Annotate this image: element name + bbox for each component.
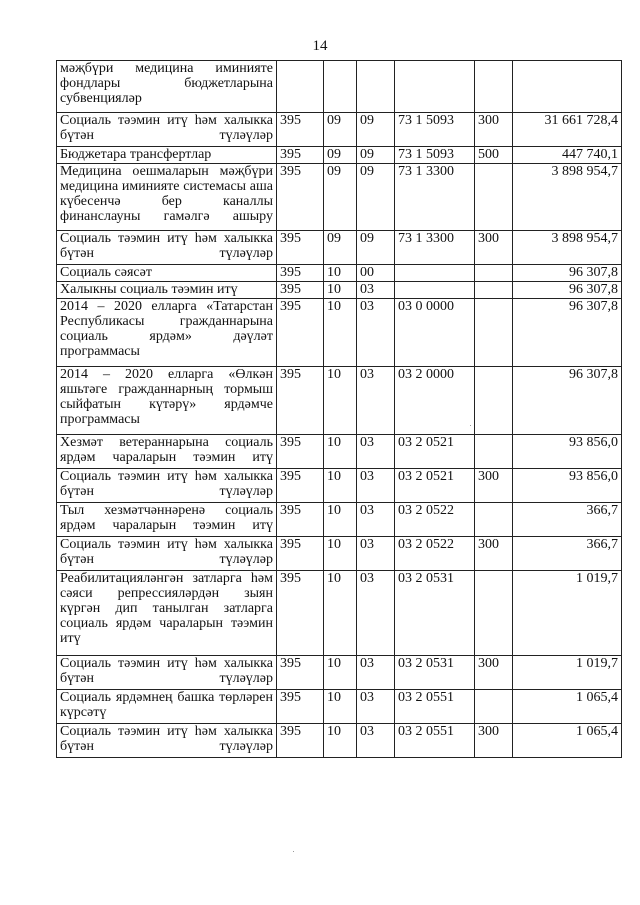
section-code: 10 (324, 656, 357, 690)
table-row (57, 537, 622, 571)
scan-speck (470, 425, 471, 426)
expense-type-code (475, 571, 513, 656)
line-item-name: Бюджетара трансфертлар (57, 147, 277, 164)
ministry-code: 395 (277, 113, 324, 147)
line-item-name: Социаль тәэмин итү һәм халыкка бүтән түләүләр (57, 724, 277, 758)
expense-type-code (475, 503, 513, 537)
expense-type-code (475, 690, 513, 724)
target-article-code: 03 0 0000 (395, 299, 475, 367)
ministry-code: 395 (277, 724, 324, 758)
target-article-code (395, 265, 475, 282)
section-code: 09 (324, 147, 357, 164)
target-article-code: 03 2 0551 (395, 724, 475, 758)
section-code: 10 (324, 503, 357, 537)
table-row (57, 690, 622, 724)
scan-speck (293, 851, 294, 852)
table-body (57, 61, 622, 758)
amount: 96 307,8 (513, 282, 622, 299)
ministry-code: 395 (277, 571, 324, 656)
subsection-code: 03 (357, 367, 395, 435)
target-article-code: 73 1 5093 (395, 113, 475, 147)
section-code: 10 (324, 469, 357, 503)
expense-type-code (475, 164, 513, 231)
subsection-code: 03 (357, 690, 395, 724)
table-row (57, 61, 622, 113)
line-item-name: Тыл хезмәтчәннәренә социаль ярдәм чараларын тәэмин итү (57, 503, 277, 537)
expense-type-code: 300 (475, 724, 513, 758)
line-item-name: 2014 – 2020 елларга «Татарстан Республикасы гражданнарына социаль ярдәм» дәүләт программасы (57, 299, 277, 367)
amount: 1 065,4 (513, 690, 622, 724)
section-code: 10 (324, 571, 357, 656)
table-row (57, 724, 622, 758)
subsection-code: 03 (357, 537, 395, 571)
target-article-code: 03 2 0531 (395, 571, 475, 656)
subsection-code: 09 (357, 164, 395, 231)
table-row (57, 469, 622, 503)
target-article-code: 03 2 0521 (395, 435, 475, 469)
expense-type-code (475, 299, 513, 367)
expense-type-code (475, 61, 513, 113)
table-row (57, 265, 622, 282)
expense-type-code (475, 265, 513, 282)
table-row (57, 299, 622, 367)
table-row (57, 282, 622, 299)
line-item-name: мәҗбүри медицина иминияте фондлары бюджетларына субвенцияләр (57, 61, 277, 113)
line-item-name: Хезмәт ветераннарына социаль ярдәм чараларын тәэмин итү (57, 435, 277, 469)
ministry-code: 395 (277, 265, 324, 282)
subsection-code: 03 (357, 435, 395, 469)
subsection-code: 00 (357, 265, 395, 282)
amount: 366,7 (513, 503, 622, 537)
section-code: 10 (324, 690, 357, 724)
amount: 366,7 (513, 537, 622, 571)
expense-type-code: 300 (475, 231, 513, 265)
target-article-code: 73 1 3300 (395, 231, 475, 265)
section-code: 10 (324, 265, 357, 282)
expense-type-code (475, 282, 513, 299)
section-code: 10 (324, 537, 357, 571)
amount: 3 898 954,7 (513, 164, 622, 231)
amount: 96 307,8 (513, 299, 622, 367)
expense-type-code: 300 (475, 537, 513, 571)
ministry-code: 395 (277, 435, 324, 469)
ministry-code: 395 (277, 537, 324, 571)
section-code: 09 (324, 164, 357, 231)
amount: 96 307,8 (513, 265, 622, 282)
target-article-code: 03 2 0531 (395, 656, 475, 690)
target-article-code: 03 2 0522 (395, 537, 475, 571)
amount: 31 661 728,4 (513, 113, 622, 147)
amount: 93 856,0 (513, 469, 622, 503)
target-article-code (395, 282, 475, 299)
section-code: 09 (324, 113, 357, 147)
target-article-code: 03 2 0551 (395, 690, 475, 724)
section-code: 10 (324, 435, 357, 469)
section-code: 10 (324, 282, 357, 299)
subsection-code: 03 (357, 299, 395, 367)
line-item-name: Медицина оешмаларын мәҗбүри медицина иминияте системасы аша күбесенчә бер каналлы финанслауны гамәлгә ашыру (57, 164, 277, 231)
section-code: 10 (324, 367, 357, 435)
amount: 1 019,7 (513, 571, 622, 656)
amount: 96 307,8 (513, 367, 622, 435)
ministry-code (277, 61, 324, 113)
line-item-name: Социаль тәэмин итү һәм халыкка бүтән түләүләр (57, 231, 277, 265)
amount: 447 740,1 (513, 147, 622, 164)
subsection-code: 09 (357, 113, 395, 147)
section-code: 09 (324, 231, 357, 265)
line-item-name: Реабилитацияләнгән затларга һәм сәяси репрессияләрдән зыян күргән дип танылган затларга социаль ярдәм чараларын тәэмин итү (57, 571, 277, 656)
table-row (57, 367, 622, 435)
subsection-code: 09 (357, 147, 395, 164)
subsection-code: 03 (357, 724, 395, 758)
ministry-code: 395 (277, 231, 324, 265)
line-item-name: Социаль ярдәмнең башка төрләрен күрсәтү (57, 690, 277, 724)
section-code (324, 61, 357, 113)
section-code: 10 (324, 724, 357, 758)
amount: 93 856,0 (513, 435, 622, 469)
line-item-name: 2014 – 2020 елларга «Өлкән яшьтәге гражданнарның тормыш сыйфатын күтәрү» ярдәмче программасы (57, 367, 277, 435)
subsection-code: 03 (357, 656, 395, 690)
budget-table (56, 60, 622, 758)
line-item-name: Социаль тәэмин итү һәм халыкка бүтән түләүләр (57, 537, 277, 571)
expense-type-code (475, 435, 513, 469)
table-row (57, 435, 622, 469)
subsection-code: 09 (357, 231, 395, 265)
section-code: 10 (324, 299, 357, 367)
amount: 1 065,4 (513, 724, 622, 758)
table-row (57, 503, 622, 537)
table-row (57, 113, 622, 147)
table-row (57, 147, 622, 164)
ministry-code: 395 (277, 147, 324, 164)
subsection-code: 03 (357, 469, 395, 503)
target-article-code: 73 1 5093 (395, 147, 475, 164)
subsection-code: 03 (357, 503, 395, 537)
table-row (57, 231, 622, 265)
line-item-name: Социаль тәэмин итү һәм халыкка бүтән түләүләр (57, 113, 277, 147)
amount: 3 898 954,7 (513, 231, 622, 265)
line-item-name: Социаль тәэмин итү һәм халыкка бүтән түләүләр (57, 656, 277, 690)
page-number: 14 (312, 38, 328, 54)
table-row (57, 571, 622, 656)
expense-type-code: 300 (475, 469, 513, 503)
amount (513, 61, 622, 113)
expense-type-code: 300 (475, 656, 513, 690)
subsection-code (357, 61, 395, 113)
target-article-code: 03 2 0521 (395, 469, 475, 503)
ministry-code: 395 (277, 503, 324, 537)
expense-type-code: 500 (475, 147, 513, 164)
expense-type-code: 300 (475, 113, 513, 147)
line-item-name: Социаль тәэмин итү һәм халыкка бүтән түләүләр (57, 469, 277, 503)
table-row (57, 656, 622, 690)
ministry-code: 395 (277, 299, 324, 367)
expense-type-code (475, 367, 513, 435)
line-item-name: Социаль сәясәт (57, 265, 277, 282)
target-article-code (395, 61, 475, 113)
subsection-code: 03 (357, 571, 395, 656)
ministry-code: 395 (277, 469, 324, 503)
target-article-code: 03 2 0522 (395, 503, 475, 537)
line-item-name: Халыкны социаль тәэмин итү (57, 282, 277, 299)
target-article-code: 73 1 3300 (395, 164, 475, 231)
ministry-code: 395 (277, 690, 324, 724)
ministry-code: 395 (277, 656, 324, 690)
target-article-code: 03 2 0000 (395, 367, 475, 435)
table-row (57, 164, 622, 231)
ministry-code: 395 (277, 282, 324, 299)
ministry-code: 395 (277, 164, 324, 231)
amount: 1 019,7 (513, 656, 622, 690)
ministry-code: 395 (277, 367, 324, 435)
subsection-code: 03 (357, 282, 395, 299)
